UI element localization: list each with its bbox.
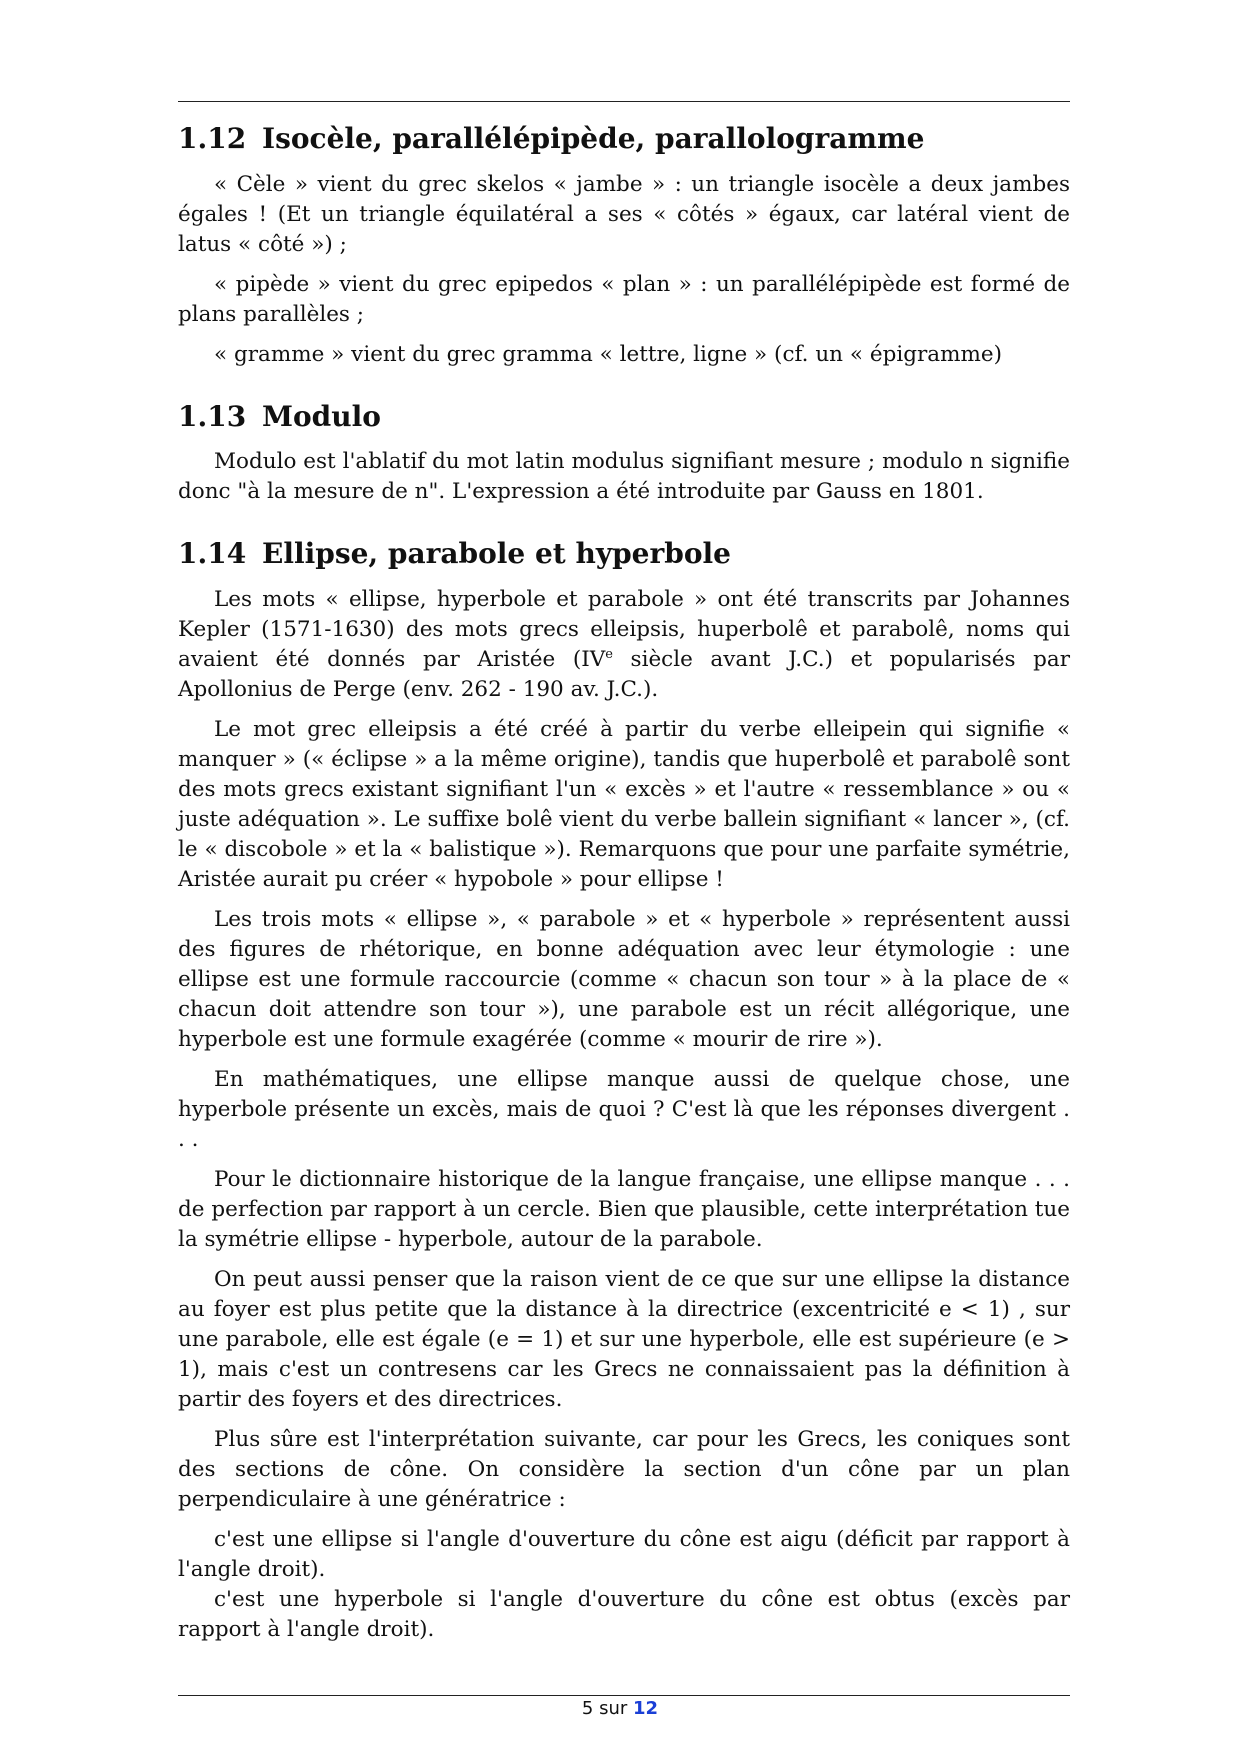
paragraph-text: siècle avant J.C.) et popularisés par Apollonius de Perge (env. 262 - 190 av. J.C.). [178, 646, 1070, 702]
page-content [178, 122, 1070, 1675]
section-heading [178, 400, 1070, 434]
page-footer [0, 1698, 1240, 1719]
section-1-12 [178, 122, 1070, 370]
paragraph: En mathématiques, une ellipse manque aussi de quelque chose, une hyperbole présente un excès, mais de quoi ? C'est là que les réponses divergent . . . [178, 1066, 1070, 1152]
section-1-14 [178, 537, 1070, 1645]
section-title: Modulo [262, 399, 381, 433]
paragraph: Plus sûre est l'interprétation suivante, car pour les Grecs, les coniques sont des sections de cône. On considère la section d'un cône par un plan perpendiculaire à une génératrice : [178, 1426, 1070, 1512]
header-rule [178, 101, 1070, 102]
page-separator: sur [599, 1698, 628, 1719]
section-heading [178, 122, 1070, 156]
section-number: 1.12 [178, 122, 247, 155]
paragraph: Le mot grec elleipsis a été créé à partir du verbe elleipein qui signifie « manquer » (« éclipse » a la même origine), tandis que huperbolê et parabolê sont des mots grecs existant signifiant l'un « excès » et l'autre « ressemblance » ou « juste adéquation ». Le suffixe bolê vient du verbe ballein signifiant « lancer », (cf. le « discobole » et la « balistique »). Remarquons que pour une parfaite symétrie, Aristée aurait pu créer « hypobole » pour ellipse ! [178, 716, 1070, 892]
section-number: 1.13 [178, 399, 247, 433]
footer-rule [178, 1695, 1070, 1696]
superscript: e [605, 646, 613, 662]
section-title: Ellipse, parabole et hyperbole [262, 537, 731, 571]
paragraph: « Cèle » vient du grec skelos « jambe » : un triangle isocèle a deux jambes égales ! (Et un triangle équilatéral a ses « côtés » égaux, car latéral vient de latus « côté ») ; [178, 171, 1070, 257]
section-number: 1.14 [178, 537, 247, 571]
section-heading [178, 537, 1070, 571]
paragraph: « gramme » vient du grec gramma « lettre, ligne » (cf. un « épigramme) [214, 341, 1002, 367]
paragraph-text: Les mots « ellipse, hyperbole et parabole » ont été transcrits par Johannes Kepler (1571-1630) des mots grecs elleipsis, huperbolê et parabolê, noms qui avaient été donnés par Aristée (IV [178, 586, 1070, 672]
paragraph: Les trois mots « ellipse », « parabole » et « hyperbole » représentent aussi des figures de rhétorique, en bonne adéquation avec leur étymologie : une ellipse est une formule raccourcie (comme « chacun son tour » à la place de « chacun doit attendre son tour »), une parabole est un récit allégorique, une hyperbole est une formule exagérée (comme « mourir de rire »). [178, 906, 1070, 1052]
total-pages-link[interactable]: 12 [633, 1698, 659, 1719]
paragraph: Pour le dictionnaire historique de la langue française, une ellipse manque . . . de perfection par rapport à un cercle. Bien que plausible, cette interprétation tue la symétrie ellipse - hyperbole, autour de la parabole. [178, 1166, 1070, 1252]
current-page-number: 5 [581, 1698, 594, 1719]
section-1-13 [178, 400, 1070, 508]
paragraph [178, 585, 1070, 705]
paragraph: c'est une hyperbole si l'angle d'ouverture du cône est obtus (excès par rapport à l'angle droit). [178, 1586, 1070, 1642]
paragraph: c'est une ellipse si l'angle d'ouverture du cône est aigu (déficit par rapport à l'angle droit). [178, 1526, 1070, 1582]
paragraph: On peut aussi penser que la raison vient de ce que sur une ellipse la distance au foyer est plus petite que la distance à la directrice (excentricité e < 1) , sur une parabole, elle est égale (e = 1) et sur une hyperbole, elle est supérieure (e > 1), mais c'est un contresens car les Grecs ne connaissaient pas la définition à partir des foyers et des directrices. [178, 1266, 1070, 1412]
section-title: Isocèle, parallélépipède, parallologramme [262, 122, 925, 155]
paragraph: « pipède » vient du grec epipedos « plan » : un parallélépipède est formé de plans parallèles ; [178, 271, 1070, 327]
paragraph: Modulo est l'ablatif du mot latin modulus signifiant mesure ; modulo n signifie donc "à la mesure de n". L'expression a été introduite par Gauss en 1801. [178, 449, 1070, 505]
